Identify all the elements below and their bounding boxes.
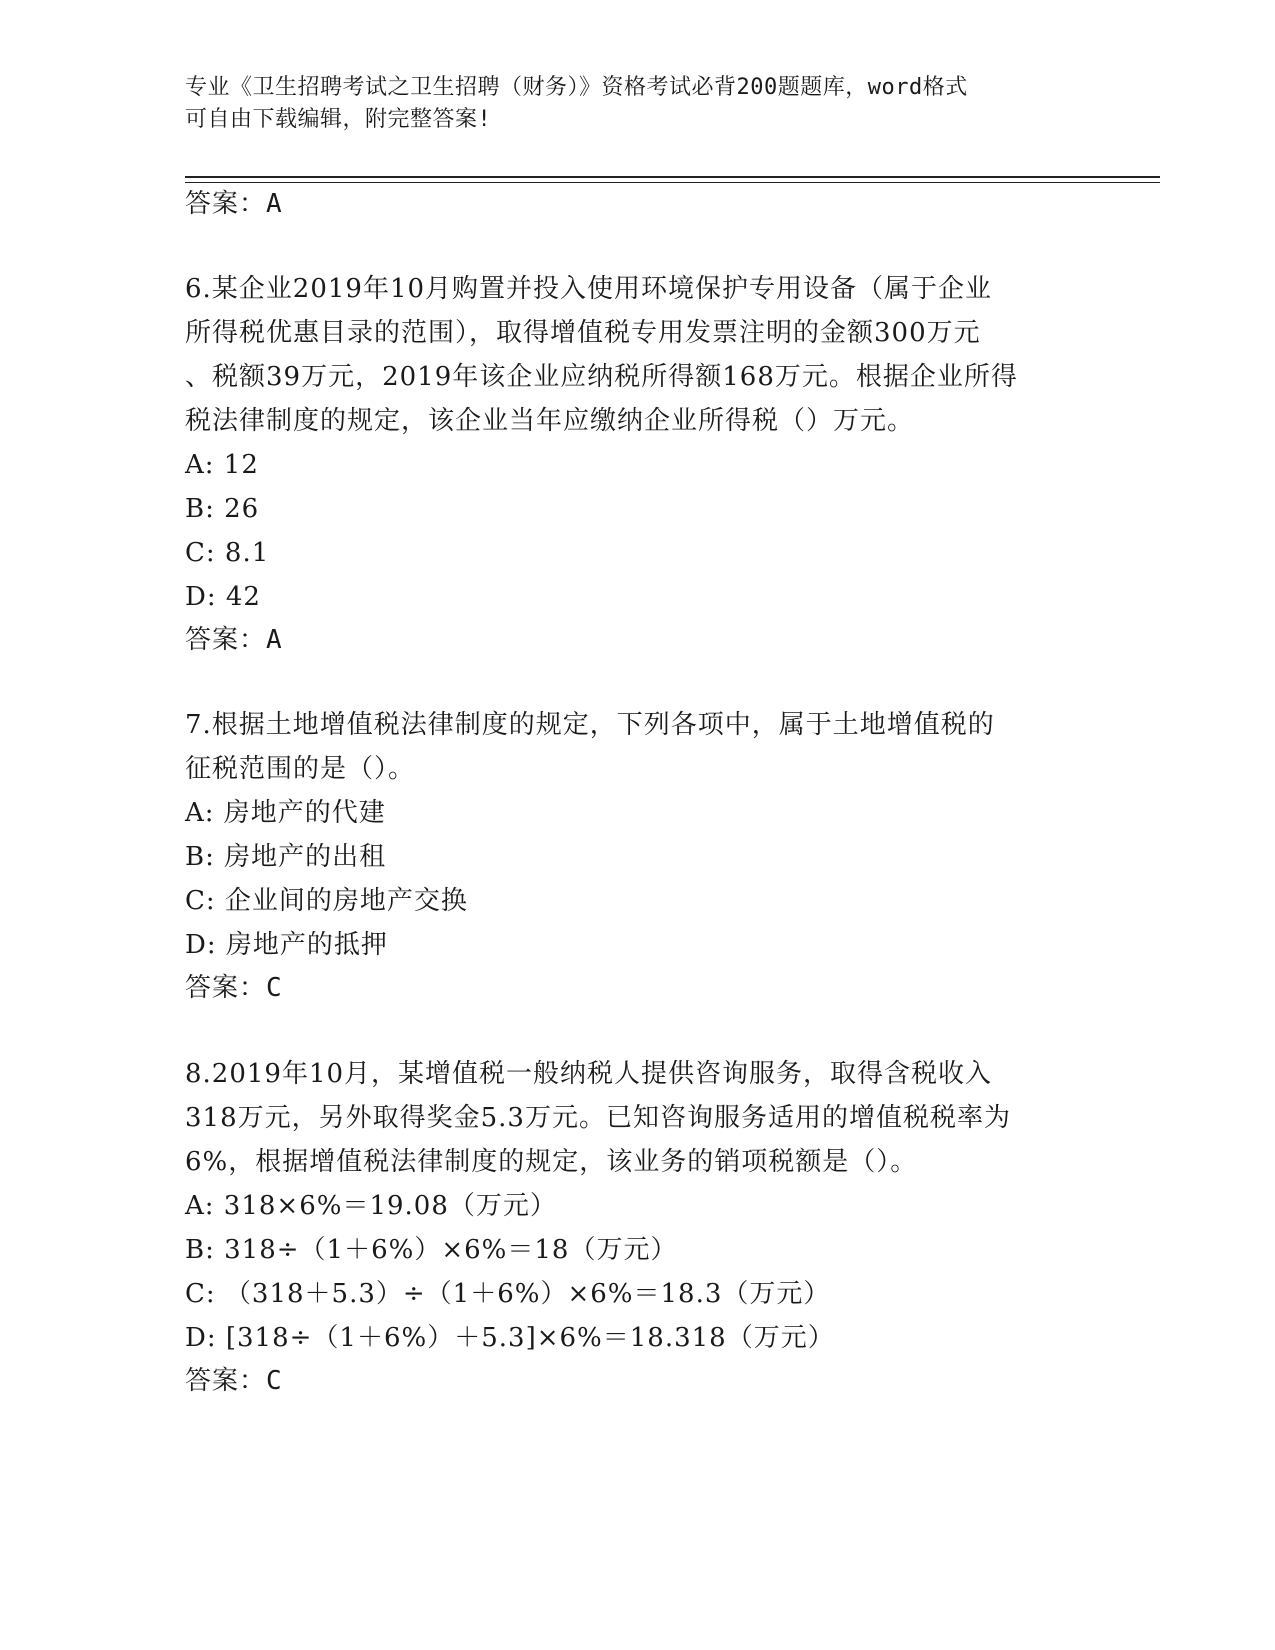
header-line-1: 专业《卫生招聘考试之卫生招聘（财务）》资格考试必背200题题库，word格式 [185, 75, 968, 100]
question-6-line-2: 所得税优惠目录的范围），取得增值税专用发票注明的金额300万元 [185, 318, 981, 348]
question-6-line-4: 税法律制度的规定，该企业当年应缴纳企业所得税（）万元。 [185, 406, 915, 436]
question-8-line-1: 8.2019年10月，某增值税一般纳税人提供咨询服务，取得含税收入 [185, 1059, 993, 1089]
question-6-option-c: C: 8.1 [185, 538, 270, 568]
question-8-option-c: C: （318＋5.3）÷（1＋6%）×6%＝18.3（万元） [185, 1279, 831, 1309]
header-line-2: 可自由下载编辑，附完整答案! [185, 107, 492, 132]
question-6-answer: 答案：A [185, 625, 283, 655]
question-6-option-d: D: 42 [185, 582, 261, 612]
question-8-option-b: B: 318÷（1＋6%）×6%＝18（万元） [185, 1235, 678, 1265]
question-7-option-b: B: 房地产的出租 [185, 842, 387, 872]
question-8-line-2: 318万元，另外取得奖金5.3万元。已知咨询服务适用的增值税税率为 [185, 1103, 1011, 1133]
question-7-option-c: C: 企业间的房地产交换 [185, 886, 468, 916]
question-6-line-1: 6.某企业2019年10月购置并投入使用环境保护专用设备（属于企业 [185, 274, 993, 304]
question-7-option-d: D: 房地产的抵押 [185, 930, 388, 960]
question-8-answer: 答案：C [185, 1366, 283, 1396]
question-7-line-2: 征税范围的是（）。 [185, 754, 416, 784]
question-6-option-a: A: 12 [185, 450, 259, 480]
header-divider-thick [185, 176, 1160, 178]
header-divider-thin [185, 182, 1160, 183]
previous-answer: 答案：A [185, 189, 283, 219]
question-6-line-3: 、税额39万元，2019年该企业应纳税所得额168万元。根据企业所得 [185, 362, 1018, 392]
question-7-answer: 答案：C [185, 973, 283, 1003]
question-8-option-d: D: [318÷（1＋6%）＋5.3]×6%＝18.318（万元） [185, 1323, 835, 1353]
question-7-line-1: 7.根据土地增值税法律制度的规定，下列各项中，属于土地增值税的 [185, 710, 995, 740]
question-6-option-b: B: 26 [185, 494, 260, 524]
question-8-line-3: 6%，根据增值税法律制度的规定，该业务的销项税额是（）。 [185, 1147, 918, 1177]
question-8-option-a: A: 318×6%＝19.08（万元） [185, 1191, 557, 1221]
question-7-option-a: A: 房地产的代建 [185, 798, 386, 828]
document-header [185, 72, 1085, 136]
